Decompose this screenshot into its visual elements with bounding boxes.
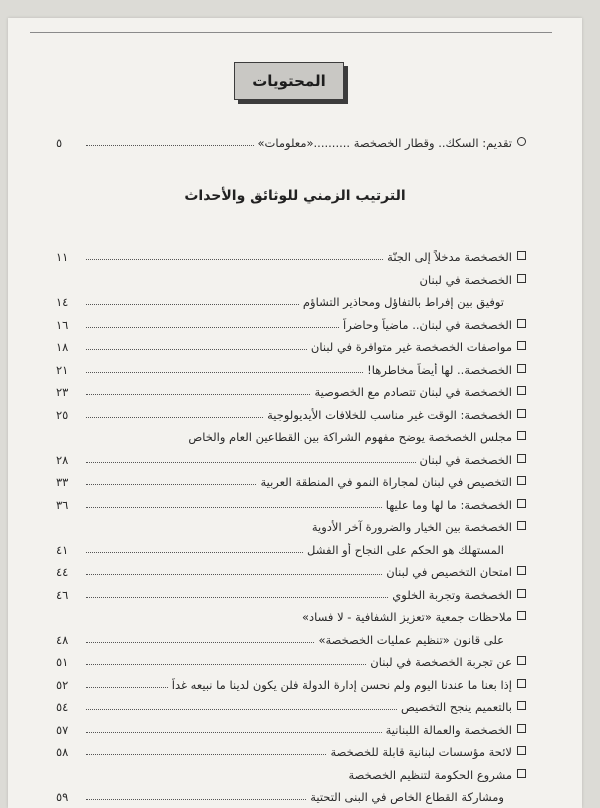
checkbox-bullet-icon xyxy=(517,364,526,373)
toc-row[interactable] xyxy=(56,312,526,332)
checkbox-bullet-icon xyxy=(517,409,526,418)
toc-entry-text: امتحان التخصيص في لبنان xyxy=(386,565,512,579)
toc-row[interactable] xyxy=(56,492,526,512)
toc-row[interactable] xyxy=(56,469,526,489)
toc-entry-page: ١٦ xyxy=(56,317,69,332)
leader-dots xyxy=(86,664,366,665)
checkbox-bullet-icon xyxy=(517,476,526,485)
leader-dots xyxy=(86,709,397,710)
toc-row[interactable] xyxy=(56,402,526,422)
leader-dots xyxy=(86,349,307,350)
leader-dots xyxy=(86,507,382,508)
toc-entry-text: الخصخصة في لبنان.. ماضياً وحاضراً xyxy=(343,317,512,332)
toc-entry-page: ٥٧ xyxy=(56,722,69,737)
toc-entry-page: ٣٦ xyxy=(56,497,69,512)
toc-entry-text: الخصخصة في لبنان xyxy=(419,452,512,467)
checkbox-bullet-icon xyxy=(517,274,526,283)
checkbox-bullet-icon xyxy=(517,746,526,755)
checkbox-bullet-icon xyxy=(517,251,526,260)
contents-title: المحتويات xyxy=(234,62,344,100)
leader-dots xyxy=(86,484,256,485)
leader-dots xyxy=(86,687,168,688)
toc-entry-page: ٢١ xyxy=(56,362,69,377)
checkbox-bullet-icon xyxy=(517,701,526,710)
toc-entry-text: الخصخصة في لبنان تتصادم مع الخصوصية xyxy=(314,385,512,399)
toc-row[interactable] xyxy=(56,244,526,264)
toc-entry-page: ٥١ xyxy=(56,655,69,669)
toc-row[interactable] xyxy=(56,379,526,399)
toc-entry-text: الخصخصة وتجربة الخلوي xyxy=(392,587,512,602)
toc-row[interactable] xyxy=(56,267,526,287)
toc-row[interactable] xyxy=(56,739,526,759)
toc-entry-text: الخصخصة.. لها أيضاً مخاطرها! xyxy=(367,362,512,377)
toc-entry-text: مشروع الحكومة لتنظيم الخصخصة xyxy=(348,767,512,782)
checkbox-bullet-icon xyxy=(517,319,526,328)
leader-dots xyxy=(86,597,388,598)
toc-entry-page: ٥٢ xyxy=(56,677,69,692)
toc-entry-page: ١٨ xyxy=(56,340,69,354)
toc-row[interactable] xyxy=(56,357,526,377)
leader-dots xyxy=(86,372,363,373)
circle-bullet-icon xyxy=(517,137,526,146)
toc-entry-text: مواصفات الخصخصة غير متوافرة في لبنان xyxy=(310,340,512,354)
toc-entry-text: الخصخصة بين الخيار والضرورة آخر الأدوية xyxy=(311,520,512,534)
toc-entry-page: ٢٥ xyxy=(56,407,69,422)
toc-entry-page: ٥٩ xyxy=(56,790,69,804)
toc-row[interactable] xyxy=(56,289,526,309)
toc-row[interactable] xyxy=(56,447,526,467)
leader-dots xyxy=(86,552,303,553)
checkbox-bullet-icon xyxy=(517,454,526,463)
toc-entry-text: عن تجربة الخصخصة في لبنان xyxy=(370,655,512,669)
toc-entry-text: ملاحظات جمعية «تعزيز الشفافية - لا فساد» xyxy=(302,610,512,624)
checkbox-bullet-icon xyxy=(517,679,526,688)
toc-entry-text: توفيق بين إفراط بالتفاؤل ومحاذير التشاؤم xyxy=(302,295,504,309)
header-rule xyxy=(30,32,552,33)
toc-entry-page: ٥٤ xyxy=(56,700,69,714)
toc-row[interactable] xyxy=(56,559,526,579)
toc-intro-page: ٥ xyxy=(56,136,63,150)
toc-row[interactable] xyxy=(56,649,526,669)
toc-row[interactable] xyxy=(56,537,526,557)
toc-row[interactable] xyxy=(56,762,526,782)
checkbox-bullet-icon xyxy=(517,769,526,778)
toc-row[interactable] xyxy=(56,672,526,692)
toc-entry-text: ومشاركة القطاع الخاص في البنى التحتية xyxy=(310,790,504,804)
checkbox-bullet-icon xyxy=(517,521,526,530)
toc-entry-text: الخصخصة مدخلاً إلى الجنّة xyxy=(387,250,512,264)
leader-dots xyxy=(86,754,326,755)
document-page xyxy=(8,18,582,808)
leader-dots xyxy=(86,394,310,395)
toc-intro-text: تقديم: السكك.. وقطار الخصخصة ..........«معلومات» xyxy=(257,136,512,150)
checkbox-bullet-icon xyxy=(517,341,526,350)
toc-entry-text: التخصيص في لبنان لمجاراة النمو في المنطقة العربية xyxy=(260,475,512,489)
toc-row[interactable] xyxy=(56,694,526,714)
checkbox-bullet-icon xyxy=(517,499,526,508)
toc-row[interactable] xyxy=(56,784,526,804)
toc-entry-text: الخصخصة والعمالة اللبنانية xyxy=(385,722,512,737)
toc-entry-page: ٤٦ xyxy=(56,587,69,602)
toc-entry-page: ٢٣ xyxy=(56,385,69,399)
toc-row[interactable] xyxy=(56,627,526,647)
toc-row[interactable] xyxy=(56,514,526,534)
toc-entry-page: ٤٨ xyxy=(56,632,69,647)
toc-entry-text: لائحة مؤسسات لبنانية قابلة للخصخصة xyxy=(330,745,512,759)
checkbox-bullet-icon xyxy=(517,386,526,395)
toc-entry-text: على قانون «تنظيم عمليات الخصخصة» xyxy=(318,632,504,647)
section-title: الترتيب الزمني للوثائق والأحداث xyxy=(184,188,406,204)
toc-entry-text: إذا بعنا ما عندنا اليوم ولم نحسن إدارة الدولة فلن يكون لدينا ما نبيعه غداً xyxy=(171,677,512,692)
checkbox-bullet-icon xyxy=(517,656,526,665)
toc-row[interactable] xyxy=(56,717,526,737)
toc-entry-page: ٤١ xyxy=(56,542,69,557)
leader-dots xyxy=(86,145,254,146)
leader-dots xyxy=(86,732,382,733)
toc-entry-page: ١١ xyxy=(56,250,69,264)
checkbox-bullet-icon xyxy=(517,724,526,733)
checkbox-bullet-icon xyxy=(517,611,526,620)
leader-dots xyxy=(86,417,263,418)
toc-entry-text: الخصخصة في لبنان xyxy=(419,272,512,287)
toc-entry-page: ٤٤ xyxy=(56,565,69,579)
toc-entry-text: الخصخصة: ما لها وما عليها xyxy=(385,497,512,512)
toc-entry-text: المستهلك هو الحكم على النجاح أو الفشل xyxy=(307,542,504,557)
toc-row[interactable] xyxy=(56,604,526,624)
leader-dots xyxy=(86,304,299,305)
leader-dots xyxy=(86,327,339,328)
checkbox-bullet-icon xyxy=(517,589,526,598)
toc-entry-text: مجلس الخصخصة يوضح مفهوم الشراكة بين القطاعين العام والخاص xyxy=(188,430,512,444)
leader-dots xyxy=(86,259,383,260)
leader-dots xyxy=(86,642,314,643)
checkbox-bullet-icon xyxy=(517,431,526,440)
toc-entry-page: ٢٨ xyxy=(56,452,69,467)
leader-dots xyxy=(86,574,382,575)
toc-intro-row[interactable] xyxy=(56,130,526,150)
checkbox-bullet-icon xyxy=(517,566,526,575)
toc-row[interactable] xyxy=(56,582,526,602)
toc-row[interactable] xyxy=(56,424,526,444)
toc-entry-text: الخصخصة: الوقت غير مناسب للخلافات الأيديولوجية xyxy=(267,407,512,422)
leader-dots xyxy=(86,462,416,463)
toc-entry-page: ٥٨ xyxy=(56,745,69,759)
toc-entry-page: ١٤ xyxy=(56,295,69,309)
toc-row[interactable] xyxy=(56,334,526,354)
toc-entry-page: ٣٣ xyxy=(56,475,69,489)
toc-entry-text: بالتعميم ينجح التخصيص xyxy=(401,700,512,714)
